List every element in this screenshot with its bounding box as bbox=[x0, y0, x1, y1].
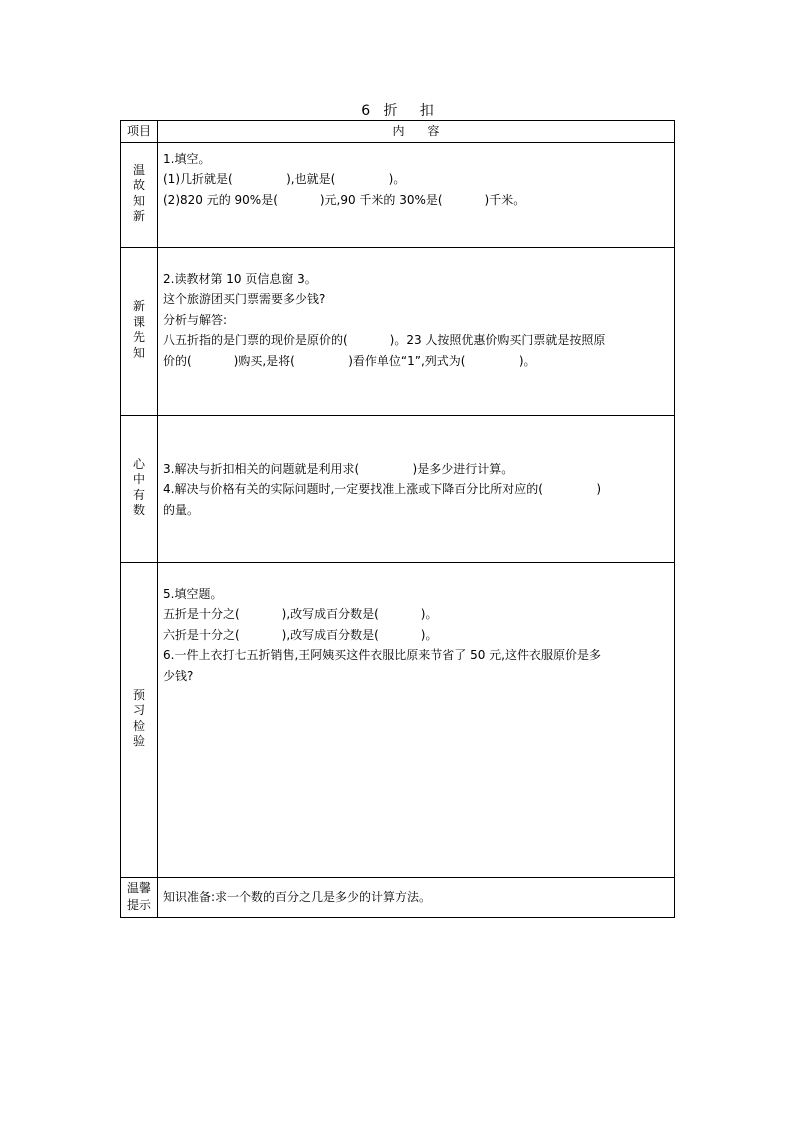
header-item-cell: 项目 bbox=[121, 121, 158, 143]
preview-line-5: 价的( )购买,是将( )看作单位“1”,列式为( )。 bbox=[163, 353, 536, 368]
check-line-4: 6.一件上衣打七五折销售,王阿姨买这件衣服比原来节省了 50 元,这件衣服原价是多 bbox=[163, 648, 601, 662]
section-check-label-cell bbox=[121, 562, 158, 877]
section-preview-row bbox=[121, 247, 675, 415]
section-review-row bbox=[121, 142, 675, 247]
section-preview-label: 新课先知 bbox=[132, 299, 145, 360]
section-summary-label: 心中有数 bbox=[132, 456, 145, 517]
tip-row bbox=[121, 877, 675, 917]
check-line-1: 5.填空题。 bbox=[163, 586, 223, 601]
section-preview-content bbox=[158, 247, 675, 415]
section-review-label-cell bbox=[121, 142, 158, 247]
review-line-1: 1.填空。 bbox=[163, 151, 211, 166]
section-review-content bbox=[158, 142, 675, 247]
summary-line-3: 的量。 bbox=[163, 502, 200, 517]
section-preview-label-cell bbox=[121, 247, 158, 415]
tip-content bbox=[158, 877, 675, 917]
tip-text: 知识准备:求一个数的百分之几是多少的计算方法。 bbox=[163, 889, 432, 904]
preview-line-3: 分析与解答: bbox=[163, 312, 228, 327]
preview-line-2: 这个旅游团买门票需要多少钱? bbox=[163, 292, 326, 306]
section-review-label: 温故知新 bbox=[132, 162, 145, 223]
review-line-2: (1)几折就是( ),也就是( )。 bbox=[163, 172, 406, 186]
tip-label-line2: 提示 bbox=[126, 898, 151, 912]
check-line-3: 六折是十分之( ),改写成百分数是( )。 bbox=[163, 627, 438, 642]
summary-line-2: 4.解决与价格有关的实际问题时,一定要找准上涨或下降百分比所对应的( ) bbox=[163, 482, 602, 496]
section-check-label: 预习检验 bbox=[132, 687, 145, 748]
section-summary-content bbox=[158, 415, 675, 562]
header-content-cell: 内 容 bbox=[158, 121, 675, 143]
preview-line-1: 2.读教材第 10 页信息窗 3。 bbox=[163, 271, 317, 286]
study-guide-table bbox=[120, 120, 675, 918]
page-title: 6 折 扣 bbox=[361, 103, 434, 119]
section-summary-row bbox=[121, 415, 675, 562]
preview-line-4: 八五折指的是门票的现价是原价的( )。23 人按照优惠价购买门票就是按照原 bbox=[163, 333, 606, 347]
table-header-row bbox=[121, 121, 675, 143]
check-line-2: 五折是十分之( ),改写成百分数是( )。 bbox=[163, 607, 438, 621]
tip-label-line1: 温馨 bbox=[126, 881, 151, 895]
section-summary-label-cell bbox=[121, 415, 158, 562]
section-check-content bbox=[158, 562, 675, 877]
check-line-5: 少钱? bbox=[163, 668, 194, 683]
tip-label-cell bbox=[121, 877, 158, 917]
summary-line-1: 3.解决与折扣相关的问题就是利用求( )是多少进行计算。 bbox=[163, 461, 514, 476]
review-line-3: (2)820 元的 90%是( )元,90 千米的 30%是( )千米。 bbox=[163, 192, 526, 207]
section-check-row bbox=[121, 562, 675, 877]
